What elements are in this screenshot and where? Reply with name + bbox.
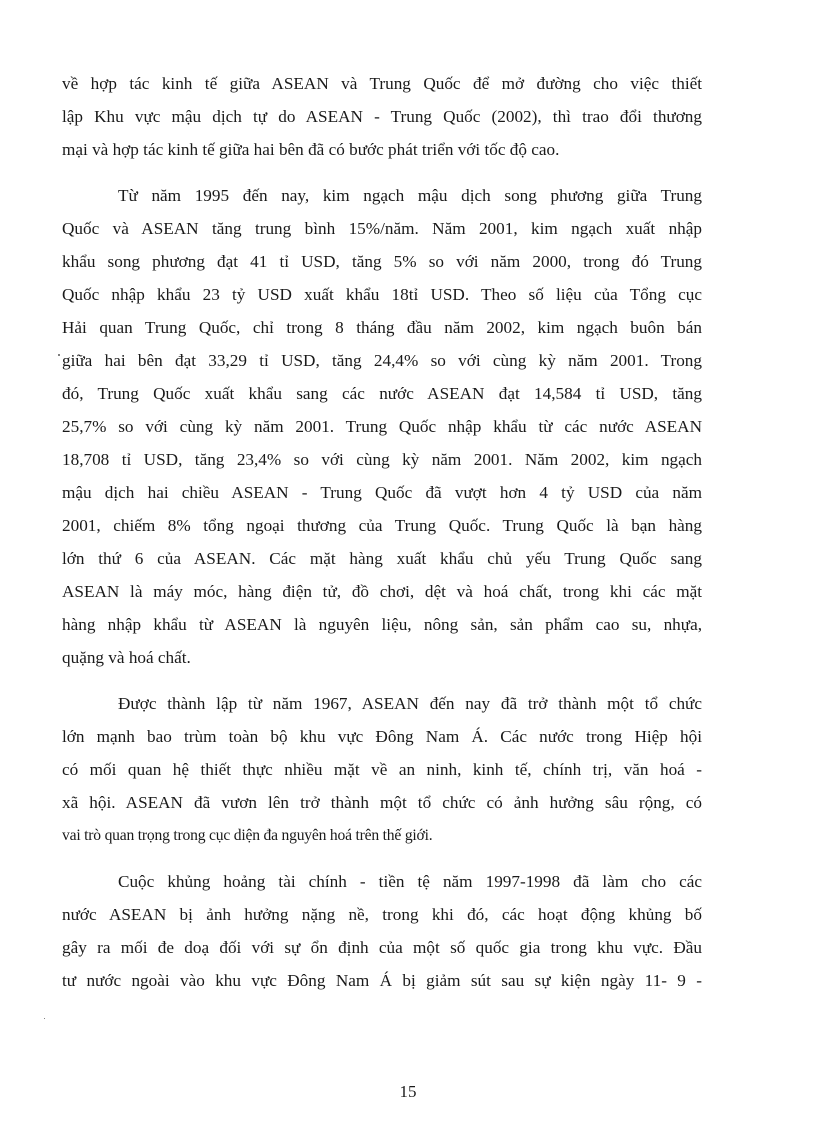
text-line: có mối quan hệ thiết thực nhiều mặt về an ninh, kinh tế, chính trị, văn hoá - bbox=[62, 760, 702, 779]
text-line: hàng nhập khẩu từ ASEAN là nguyên liệu, nông sản, sản phẩm cao su, nhựa, bbox=[62, 615, 702, 634]
text-line: Quốc và ASEAN tăng trung bình 15%/năm. Năm 2001, kim ngạch xuất nhập bbox=[62, 219, 702, 238]
scan-speck bbox=[58, 354, 60, 356]
text-line: lớn mạnh bao trùm toàn bộ khu vực Đông Nam Á. Các nước trong Hiệp hội bbox=[62, 727, 702, 746]
text-line: giữa hai bên đạt 33,29 tỉ USD, tăng 24,4% so với cùng kỳ năm 2001. Trong bbox=[62, 351, 702, 370]
text-line: về hợp tác kinh tế giữa ASEAN và Trung Quốc để mở đường cho việc thiết bbox=[62, 74, 702, 93]
text-line: Từ năm 1995 đến nay, kim ngạch mậu dịch song phương giữa Trung bbox=[118, 186, 702, 205]
text-line: Hải quan Trung Quốc, chỉ trong 8 tháng đầu năm 2002, kim ngạch buôn bán bbox=[62, 318, 702, 337]
text-line: mại và hợp tác kinh tế giữa hai bên đã có bước phát triển với tốc độ cao. bbox=[62, 140, 560, 159]
text-line: quặng và hoá chất. bbox=[62, 648, 191, 667]
text-line: 2001, chiếm 8% tổng ngoại thương của Trung Quốc. Trung Quốc là bạn hàng bbox=[62, 516, 702, 535]
text-line: Cuộc khủng hoảng tài chính - tiền tệ năm 1997-1998 đã làm cho các bbox=[118, 872, 702, 891]
text-line: 25,7% so với cùng kỳ năm 2001. Trung Quốc nhập khẩu từ các nước ASEAN bbox=[62, 417, 702, 436]
text-line: Được thành lập từ năm 1967, ASEAN đến nay đã trở thành một tổ chức bbox=[118, 694, 702, 713]
text-line: lập Khu vực mậu dịch tự do ASEAN - Trung Quốc (2002), thì trao đổi thương bbox=[62, 107, 702, 126]
text-line: khẩu song phương đạt 41 tỉ USD, tăng 5% so với năm 2000, trong đó Trung bbox=[62, 252, 702, 271]
text-line: lớn thứ 6 của ASEAN. Các mặt hàng xuất khẩu chủ yếu Trung Quốc sang bbox=[62, 549, 702, 568]
scan-speck bbox=[44, 1018, 45, 1019]
text-line: 18,708 tỉ USD, tăng 23,4% so với cùng kỳ năm 2001. Năm 2002, kim ngạch bbox=[62, 450, 702, 469]
text-line: vai trò quan trọng trong cục diện đa nguyên hoá trên thế giới. bbox=[62, 827, 433, 844]
text-line: mậu dịch hai chiều ASEAN - Trung Quốc đã vượt hơn 4 tỷ USD của năm bbox=[62, 483, 702, 502]
text-line: nước ASEAN bị ảnh hưởng nặng nề, trong khi đó, các hoạt động khủng bố bbox=[62, 905, 702, 924]
text-line: ASEAN là máy móc, hàng điện tử, đồ chơi, dệt và hoá chất, trong khi các mặt bbox=[62, 582, 702, 601]
text-line: gây ra mối đe doạ đối với sự ổn định của một số quốc gia trong khu vực. Đầu bbox=[62, 938, 702, 957]
text-line: Quốc nhập khẩu 23 tỷ USD xuất khẩu 18tỉ USD. Theo số liệu của Tổng cục bbox=[62, 285, 702, 304]
text-line: tư nước ngoài vào khu vực Đông Nam Á bị giảm sút sau sự kiện ngày 11- 9 - bbox=[62, 971, 702, 990]
text-line: đó, Trung Quốc xuất khẩu sang các nước ASEAN đạt 14,584 tỉ USD, tăng bbox=[62, 384, 702, 403]
text-line: xã hội. ASEAN đã vươn lên trở thành một tổ chức có ảnh hưởng sâu rộng, có bbox=[62, 793, 702, 812]
page-number: 15 bbox=[399, 1082, 417, 1101]
